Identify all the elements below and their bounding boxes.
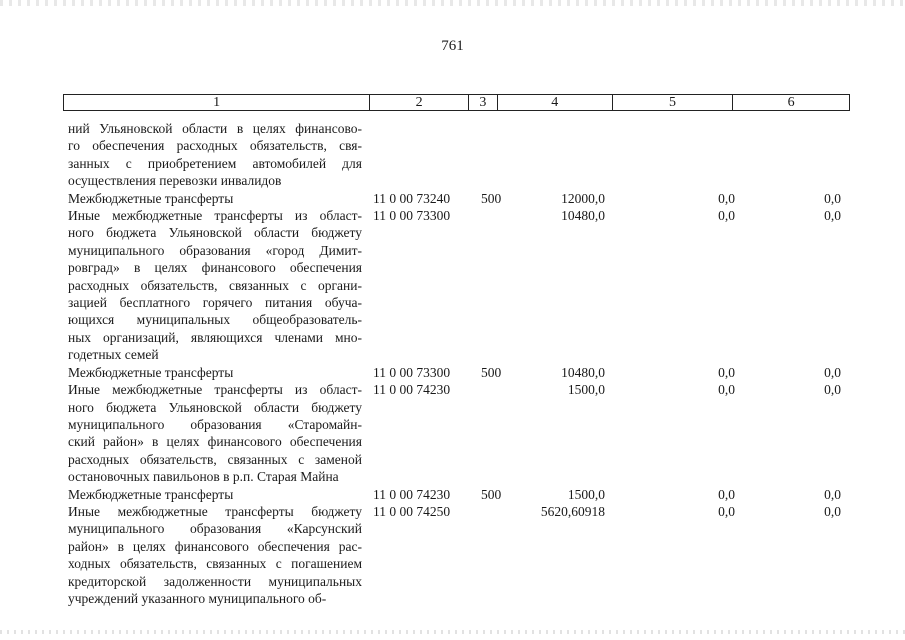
description-line: ного бюджета Ульяновской области бюджету (68, 225, 362, 241)
description-line: расходных обязательств, связанных с заменой (68, 451, 362, 467)
description-line: ровград» в целях финансового обеспечения (68, 260, 362, 276)
year-2-amount-cell: 0,0 (718, 208, 735, 224)
expense-type-cell (481, 381, 513, 485)
amount-cell: 5620,60918 (540, 503, 605, 519)
target-code-cell: 11 0 00 74230 (373, 486, 451, 502)
year-3-amount-cell: 0,0 (824, 208, 841, 224)
description-line: муниципального образования «Карсунский (68, 521, 362, 537)
year-2-amount-cell: 0,0 (718, 503, 735, 519)
description-line: ский район» в целях финансового обеспечения (68, 434, 362, 450)
description-line: Иные межбюджетные трансферты из област- (68, 208, 362, 224)
table-row (68, 207, 850, 364)
description-line: ющихся муниципальных общеобразователь- (68, 312, 362, 328)
scan-artifact-bottom (0, 630, 905, 634)
target-code-cell: 11 0 00 73300 (373, 208, 451, 224)
target-code-cell: 11 0 00 74250 (373, 503, 451, 519)
description-line: го обеспечения расходных обязательств, свя- (68, 138, 362, 154)
row-description (68, 364, 362, 381)
amount-cell: 1500,0 (567, 382, 605, 398)
year-3-amount-cell: 0,0 (824, 364, 841, 380)
column-header-5: 5 (613, 95, 734, 110)
year-2-amount-cell: 0,0 (718, 364, 735, 380)
description-line: зацией бесплатного горячего питания обуча- (68, 295, 362, 311)
year-2-amount-cell: 0,0 (718, 382, 735, 398)
expense-type-cell: 500 (481, 190, 502, 206)
row-description (68, 190, 362, 207)
description-line: ний Ульяновской области в целях финансово- (68, 121, 362, 136)
amount-cell: 1500,0 (567, 486, 605, 502)
description-line: район» в целях финансового обеспечения рас- (68, 538, 362, 554)
year-2-amount-cell: 0,0 (718, 190, 735, 206)
target-code-cell: 11 0 00 74230 (373, 382, 451, 398)
column-header-2: 2 (370, 95, 469, 110)
table-row (68, 381, 850, 485)
description-line: Иные межбюджетные трансферты бюджету (68, 503, 362, 519)
table-row (68, 503, 850, 607)
table-row (68, 190, 850, 207)
table-header (63, 94, 850, 111)
column-header-1: 1 (64, 95, 370, 110)
description-line: муниципального образования «город Димит- (68, 242, 362, 258)
scan-artifact-top (0, 0, 905, 6)
target-code-cell (362, 120, 481, 190)
column-header-4: 4 (498, 95, 613, 110)
description-line: ного бюджета Ульяновской области бюджету (68, 399, 362, 415)
expense-type-cell (481, 503, 513, 607)
table-row (68, 120, 850, 190)
description-line: Межбюджетные трансферты (68, 486, 234, 502)
table-row (68, 486, 850, 503)
row-description (68, 486, 362, 503)
expense-type-cell: 500 (481, 486, 502, 502)
expense-type-cell (481, 120, 513, 190)
description-line: кредиторской задолженности муниципальных (68, 573, 362, 589)
column-header-6: 6 (787, 95, 795, 110)
description-line: ходных обязательств, связанных с погашением (68, 556, 362, 572)
table-row (68, 364, 850, 381)
row-description (68, 120, 362, 190)
page-number: 761 (441, 38, 464, 54)
amount-cell: 10480,0 (561, 364, 605, 380)
row-description (68, 503, 362, 607)
description-line: Межбюджетные трансферты (68, 364, 234, 380)
expense-type-cell: 500 (481, 364, 502, 380)
description-line: годетных семей (68, 347, 159, 363)
amount-cell (513, 120, 605, 190)
year-2-amount-cell (605, 120, 735, 190)
target-code-cell: 11 0 00 73300 (373, 364, 451, 380)
amount-cell: 12000,0 (561, 190, 605, 206)
description-line: муниципального образования «Старомайн- (68, 416, 362, 432)
amount-cell: 10480,0 (561, 208, 605, 224)
row-description (68, 381, 362, 485)
expense-type-cell (481, 207, 513, 364)
description-line: осуществления перевозки инвалидов (68, 173, 282, 189)
target-code-cell: 11 0 00 73240 (373, 190, 451, 206)
year-3-amount-cell: 0,0 (824, 382, 841, 398)
description-line: расходных обязательств, связанных с органи- (68, 277, 362, 293)
description-line: Иные межбюджетные трансферты из област- (68, 382, 362, 398)
description-line: занных с приобретением автомобилей для (68, 155, 362, 171)
year-2-amount-cell: 0,0 (718, 486, 735, 502)
column-header-3: 3 (469, 95, 498, 110)
year-3-amount-cell: 0,0 (824, 486, 841, 502)
year-3-amount-cell: 0,0 (824, 503, 841, 519)
year-3-amount-cell (735, 120, 841, 190)
description-line: ных организаций, являющихся членами мно- (68, 329, 362, 345)
description-line: остановочных павильонов в р.п. Старая Майна (68, 469, 339, 485)
row-description (68, 207, 362, 364)
description-line: учреждений указанного муниципального об- (68, 590, 327, 606)
table-body (68, 120, 850, 607)
year-3-amount-cell: 0,0 (824, 190, 841, 206)
description-line: Межбюджетные трансферты (68, 190, 234, 206)
